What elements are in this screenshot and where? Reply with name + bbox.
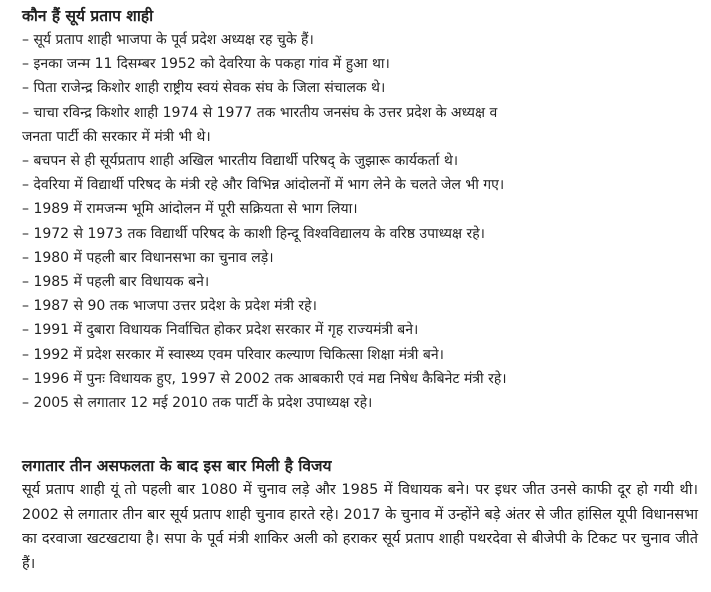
list-item: – 1992 में प्रदेश सरकार में स्वास्थ्य एवम परिवार कल्याण चिकित्सा शिक्षा मंत्री बने। xyxy=(22,346,444,363)
list-item: – सूर्य प्रताप शाही भाजपा के पूर्व प्रदेश अध्यक्ष रह चुके हैं। xyxy=(22,32,314,48)
election-section xyxy=(22,456,698,576)
list-item: – चाचा रविन्द्र किशोर शाही 1974 से 1977 तक भारतीय जनसंघ के उत्तर प्रदेश के अध्यक्ष व जनता पार्टी की सरकार में मंत्री भी थे। xyxy=(22,104,498,145)
list-item: – 1972 से 1973 तक विद्यार्थी परिषद के काशी हिन्दू विश्वविद्यालय के वरिष्ठ उपाध्यक्ष रहे। xyxy=(22,225,485,242)
list-item: – इनका जन्म 11 दिसम्बर 1952 को देवरिया के पकहा गांव में हुआ था। xyxy=(22,56,390,73)
list-item: – 1985 में पहली बार विधायक बने। xyxy=(22,274,210,291)
list-item: – पिता राजेन्द्र किशोर शाही राष्ट्रीय स्वयं सेवक संघ के जिला संचालक थे। xyxy=(22,80,386,97)
election-paragraph: सूर्य प्रताप शाही यूं तो पहली बार 1080 में चुनाव लड़े और 1985 में विधायक बने। पर इधर जीत उनसे काफी दूर हो गयी थी। 2002 से लगातार तीन बार सूर्य प्रताप शाही चुनाव हारते रहे। 2017 के चुनाव में उन्होंने बड़े अंतर से जीत हांसिल यूपी विधानसभा का दरवाजा खटखटाया है। सपा के पूर्व मंत्री शाकिर अली को हराकर सूर्य प्रताप शाही पथरदेवा से बीजेपी के टिकट पर चुनाव जीते हैं। xyxy=(22,482,698,572)
biography-section xyxy=(22,6,698,415)
list-item: – 1996 में पुनः विधायक हुए, 1997 से 2002 तक आबकारी एवं मद्य निषेध कैबिनेट मंत्री रहे। xyxy=(22,370,507,387)
section-heading-election: लगातार तीन असफलता के बाद इस बार मिली है विजय xyxy=(22,457,332,475)
list-item: – 1987 से 90 तक भाजपा उत्तर प्रदेश के प्रदेश मंत्री रहे। xyxy=(22,298,317,315)
list-item: – 1980 में पहली बार विधानसभा का चुनाव लड़े। xyxy=(22,249,274,266)
list-item: – 2005 से लगातार 12 मई 2010 तक पार्टी के प्रदेश उपाध्यक्ष रहे। xyxy=(22,395,373,412)
list-item: – बचपन से ही सूर्यप्रताप शाही अखिल भारतीय विद्यार्थी परिषद् के जुझारू कार्यकर्ता थे। xyxy=(22,153,459,170)
bullet-list xyxy=(22,28,698,415)
list-item: – देवरिया में विद्यार्थी परिषद के मंत्री रहे और विभिन्न आंदोलनों में भाग लेने के चलते जेल भी गए। xyxy=(22,177,505,194)
list-item: – 1991 में दुबारा विधायक निर्वाचित होकर प्रदेश सरकार में गृह राज्यमंत्री बने। xyxy=(22,322,419,339)
list-item: – 1989 में रामजन्म भूमि आंदोलन में पूरी सक्रियता से भाग लिया। xyxy=(22,201,358,218)
section-heading-biography: कौन हैं सूर्य प्रताप शाही xyxy=(22,7,154,25)
